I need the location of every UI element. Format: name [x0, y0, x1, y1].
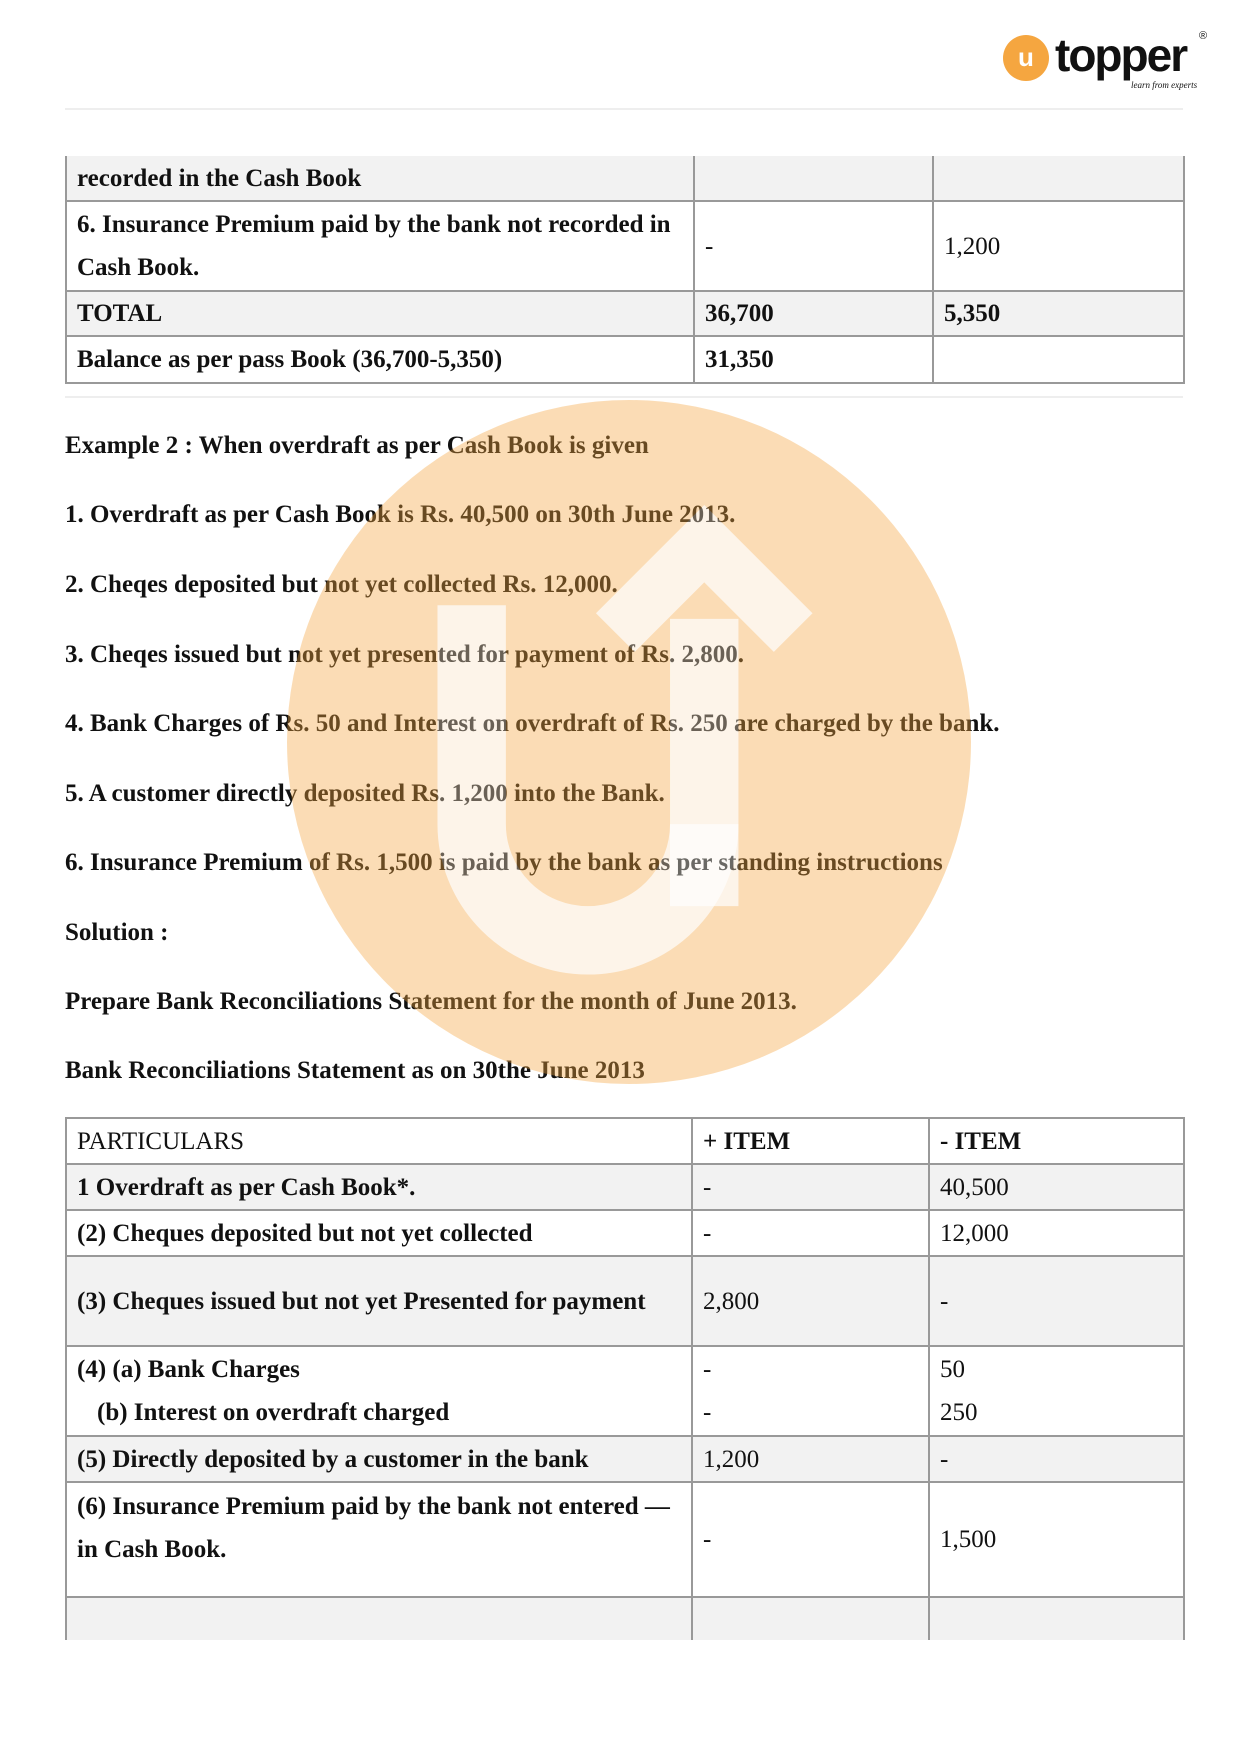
sub-item: (b) Interest on overdraft charged: [97, 1399, 450, 1426]
cell: -: [929, 1436, 1184, 1482]
table-row: [66, 1256, 1184, 1346]
table-row: [66, 336, 1184, 383]
example-item: 6. Insurance Premium of Rs. 1,500 is paid by the bank as per standing instructions: [65, 849, 943, 876]
cell: 6. Insurance Premium paid by the bank not recorded in Cash Book.: [66, 201, 694, 291]
cell: TOTAL: [66, 291, 694, 336]
table-row: [66, 156, 1184, 201]
cell: 40,500: [929, 1164, 1184, 1210]
table-row: [66, 201, 1184, 291]
cell: 2,800: [692, 1256, 929, 1346]
table-row: [66, 291, 1184, 336]
cell: [692, 1346, 929, 1436]
header-particulars: PARTICULARS: [66, 1118, 692, 1164]
cell: 5,350: [933, 291, 1184, 336]
cell: [929, 1597, 1184, 1640]
table-row: [66, 1210, 1184, 1256]
table-row: [66, 1436, 1184, 1482]
topper-logo: [1003, 30, 1218, 94]
solution-label: Solution :: [65, 919, 169, 946]
sub-item: (4) (a) Bank Charges: [77, 1356, 300, 1383]
logo-wordmark: topper: [1055, 29, 1187, 81]
cell: Balance as per pass Book (36,700-5,350): [66, 336, 694, 383]
example-heading: Example 2 : When overdraft as per Cash Book is given: [65, 432, 649, 459]
cell: [694, 156, 933, 201]
cell: 1,200: [692, 1436, 929, 1482]
cell: (5) Directly deposited by a customer in the bank: [66, 1436, 692, 1482]
value: -: [703, 1399, 712, 1426]
cell: 1 Overdraft as per Cash Book*.: [66, 1164, 692, 1210]
section-divider: [65, 396, 1183, 398]
example-item: 3. Cheqes issued but not yet presented for payment of Rs. 2,800.: [65, 641, 744, 668]
cell: (6) Insurance Premium paid by the bank not entered — in Cash Book.: [66, 1482, 692, 1597]
example-item: 2. Cheqes deposited but not yet collected Rs. 12,000.: [65, 571, 618, 598]
cell: [929, 1346, 1184, 1436]
cell: -: [692, 1164, 929, 1210]
cell: 12,000: [929, 1210, 1184, 1256]
header-divider: [65, 108, 1183, 110]
value: -: [703, 1356, 712, 1383]
header-plus-item: + ITEM: [692, 1118, 929, 1164]
example-item: 1. Overdraft as per Cash Book is Rs. 40,500 on 30th June 2013.: [65, 501, 736, 528]
top-table: [65, 156, 1185, 384]
cell: (2) Cheques deposited but not yet collected: [66, 1210, 692, 1256]
cell: [933, 336, 1184, 383]
table-header-row: [66, 1118, 1184, 1164]
prepare-instruction: Prepare Bank Reconciliations Statement for the month of June 2013.: [65, 988, 797, 1015]
logo-mark: u: [1003, 35, 1049, 81]
cell: [933, 156, 1184, 201]
statement-title: Bank Reconciliations Statement as on 30the June 2013: [65, 1057, 645, 1084]
cell: recorded in the Cash Book: [66, 156, 694, 201]
value: 50: [940, 1356, 965, 1383]
cell: [66, 1346, 692, 1436]
value: 250: [940, 1399, 978, 1426]
cell: -: [692, 1482, 929, 1597]
cell: 31,350: [694, 336, 933, 383]
registered-mark: ®: [1199, 30, 1208, 42]
cell: -: [694, 201, 933, 291]
cell: (3) Cheques issued but not yet Presented for payment: [66, 1256, 692, 1346]
cell: [692, 1597, 929, 1640]
cell: 1,200: [933, 201, 1184, 291]
table-row: [66, 1346, 1184, 1436]
cell: [66, 1597, 692, 1640]
header-minus-item: - ITEM: [929, 1118, 1184, 1164]
cell: -: [692, 1210, 929, 1256]
table-row-empty: [66, 1597, 1184, 1640]
cell: 1,500: [929, 1482, 1184, 1597]
brs-table: [65, 1117, 1185, 1640]
table-row: [66, 1164, 1184, 1210]
cell: -: [929, 1256, 1184, 1346]
cell: 36,700: [694, 291, 933, 336]
table-row: [66, 1482, 1184, 1597]
example-item: 4. Bank Charges of Rs. 50 and Interest on overdraft of Rs. 250 are charged by the bank.: [65, 710, 1000, 737]
logo-tagline: learn from experts: [1131, 80, 1198, 90]
example-item: 5. A customer directly deposited Rs. 1,200 into the Bank.: [65, 780, 665, 807]
